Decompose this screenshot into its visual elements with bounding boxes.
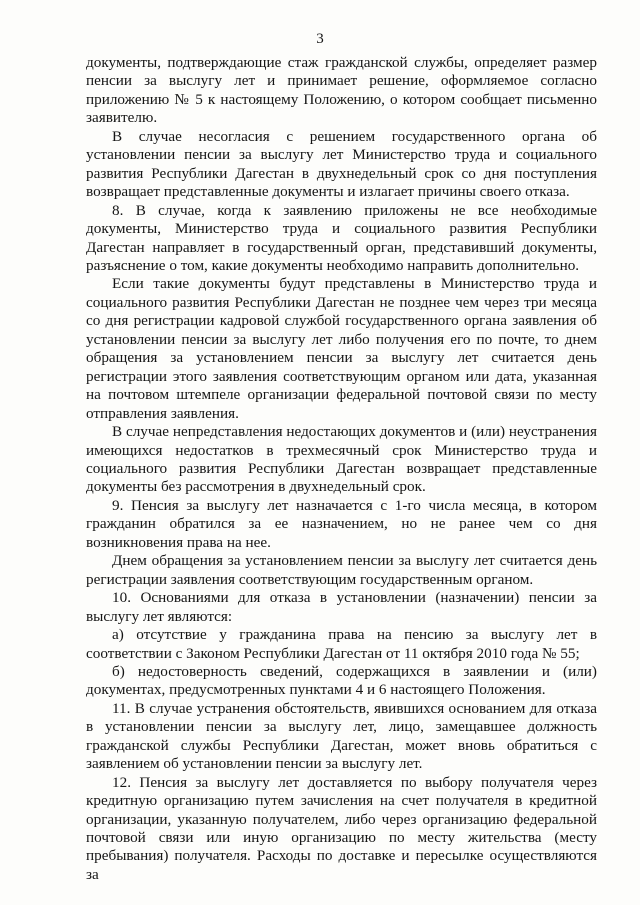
paragraph: документы, подтверждающие стаж гражданской службы, определяет размер пенсии за выслугу лет и принимает решение, оформляемое согласно приложению № 5 к настоящему Положению, о котором сообщает письменно заявителю. — [86, 54, 597, 127]
paragraph: б) недостоверность сведений, содержащихся в заявлении и (или) документах, предусмотренных пунктами 4 и 6 настоящего Положения. — [86, 662, 597, 699]
paragraph: В случае непредставления недостающих документов и (или) неустранения имеющихся недостатков в трехмесячный срок Министерство труда и социального развития Республики Дагестан возвращает представленные документы без рассмотрения в двухнедельный срок. — [86, 423, 597, 496]
paragraph: а) отсутствие у гражданина права на пенсию за выслугу лет в соответствии с Законом Республики Дагестан от 11 октября 2010 года № 55; — [86, 626, 597, 662]
paragraph: 9. Пенсия за выслугу лет назначается с 1-го числа месяца, в котором гражданин обратился за ее назначением, но не ранее чем со дня возникновения права на нее. — [86, 496, 597, 551]
paragraph: Днем обращения за установлением пенсии за выслугу лет считается день регистрации заявления соответствующим государственным органом. — [86, 552, 597, 588]
paragraph: 12. Пенсия за выслугу лет доставляется по выбору получателя через кредитную организацию путем зачисления на счет получателя в кредитной организации, указанную получателем, либо через организацию федеральной почтовой связи или иную организацию по месту жительства (месту пребывания) получателя. Расходы по доставке и пересылке осуществляются за — [86, 773, 597, 883]
paragraph: 11. В случае устранения обстоятельств, явившихся основанием для отказа в установлении пенсии за выслугу лет, лицо, замещавшее должность гражданской службы Республики Дагестан, может вновь обратиться с заявлением об установлении пенсии за выслугу лет. — [86, 699, 597, 773]
paragraph: В случае несогласия с решением государственного органа об установлении пенсии за выслугу лет Министерство труда и социального развития Республики Дагестан в двухнедельный срок со дня поступления возвращает представленные документы и излагает причины своего отказа. — [86, 127, 597, 201]
paragraph: 8. В случае, когда к заявлению приложены не все необходимые документы, Министерство труда и социального развития Республики Дагестан направляет в государственный орган, представивший документы, разъяснение о том, какие документы необходимо направить дополнительно. — [86, 201, 597, 274]
paragraph: Если такие документы будут представлены в Министерство труда и социального развития Республики Дагестан не позднее чем через три месяца со дня регистрации кадровой службой государственного органа заявления об установлении пенсии за выслугу лет либо получения его по почте, то днем обращения за установлением пенсии за выслугу лет считается день регистрации этого заявления соответствующим органом или дата, указанная на почтовом штемпеле организации федеральной почтовой связи по месту отправления заявления. — [86, 275, 597, 422]
paragraph: 10. Основаниями для отказа в установлении (назначении) пенсии за выслугу лет являются: — [86, 589, 597, 625]
document-body — [86, 54, 597, 884]
page-number: 3 — [316, 31, 324, 47]
